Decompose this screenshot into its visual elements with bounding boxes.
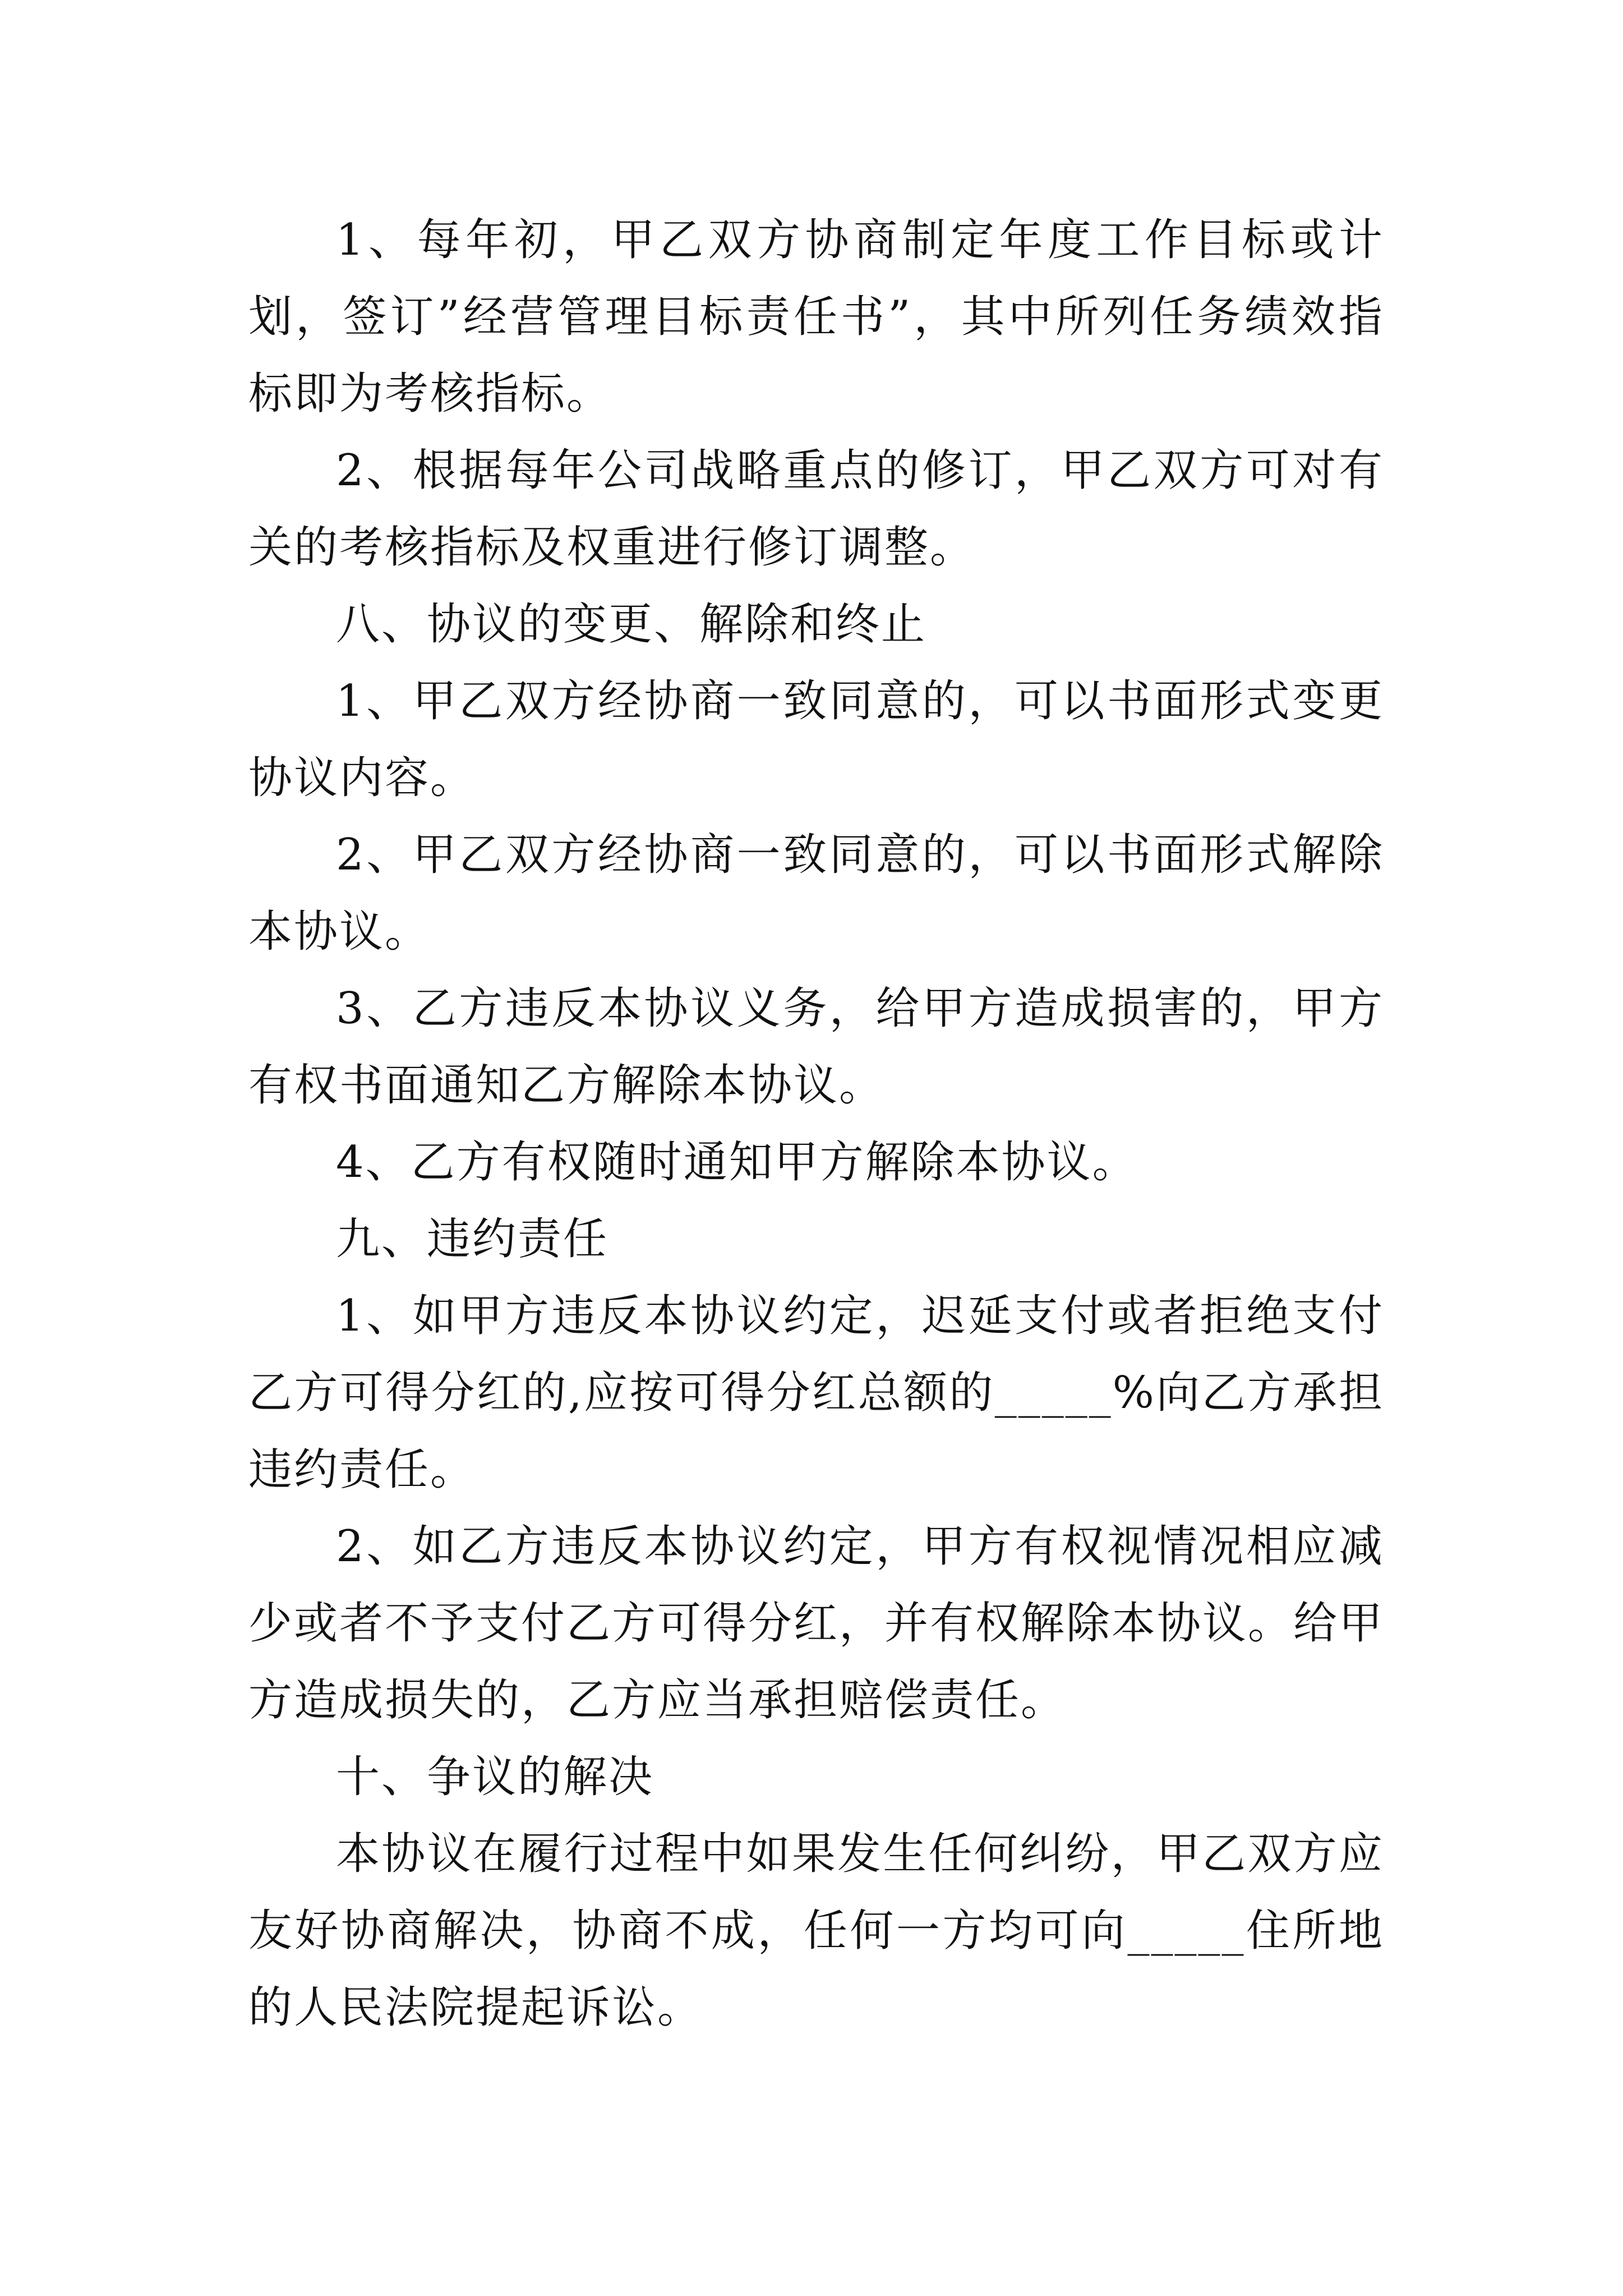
paragraph-breach-termination: 3、乙方违反本协议义务，给甲方造成损害的，甲方有权书面通知乙方解除本协议。 [248,983,1384,1111]
document-body [248,202,1384,2046]
section-heading-change-termination: 八、协议的变更、解除和终止 [336,599,927,650]
paragraph-change-agreement: 1、甲乙双方经协商一致同意的，可以书面形式变更协议内容。 [248,676,1384,803]
paragraph-target-setting: 1、每年初，甲乙双方协商制定年度工作目标或计划，签订”经营管理目标责任书”，其中所列任务绩效指标即为考核指标。 [248,215,1384,419]
paragraph-party-b-liability: 2、如乙方违反本协议约定，甲方有权视情况相应减少或者不予支付乙方可得分红，并有权解除本协议。给甲方造成损失的，乙方应当承担赔偿责任。 [248,1521,1385,1726]
paragraph-party-a-liability: 1、如甲方违反本协议约定，迟延支付或者拒绝支付乙方可得分红的,应按可得分红总额的_____%向乙方承担违约责任。 [248,1291,1384,1495]
paragraph-rescind-agreement: 2、甲乙双方经协商一致同意的，可以书面形式解除本协议。 [248,830,1384,957]
section-heading-dispute: 十、争议的解决 [336,1752,654,1802]
paragraph-dispute-resolution: 本协议在履行过程中如果发生任何纠纷，甲乙双方应友好协商解决，协商不成，任何一方均可向_____住所地的人民法院提起诉讼。 [248,1829,1384,2033]
paragraph-party-b-termination: 4、乙方有权随时通知甲方解除本协议。 [336,1137,1138,1188]
section-heading-liability: 九、违约责任 [336,1214,609,1264]
paragraph-indicator-revision: 2、根据每年公司战略重点的修订，甲乙双方可对有关的考核指标及权重进行修订调整。 [248,445,1384,573]
